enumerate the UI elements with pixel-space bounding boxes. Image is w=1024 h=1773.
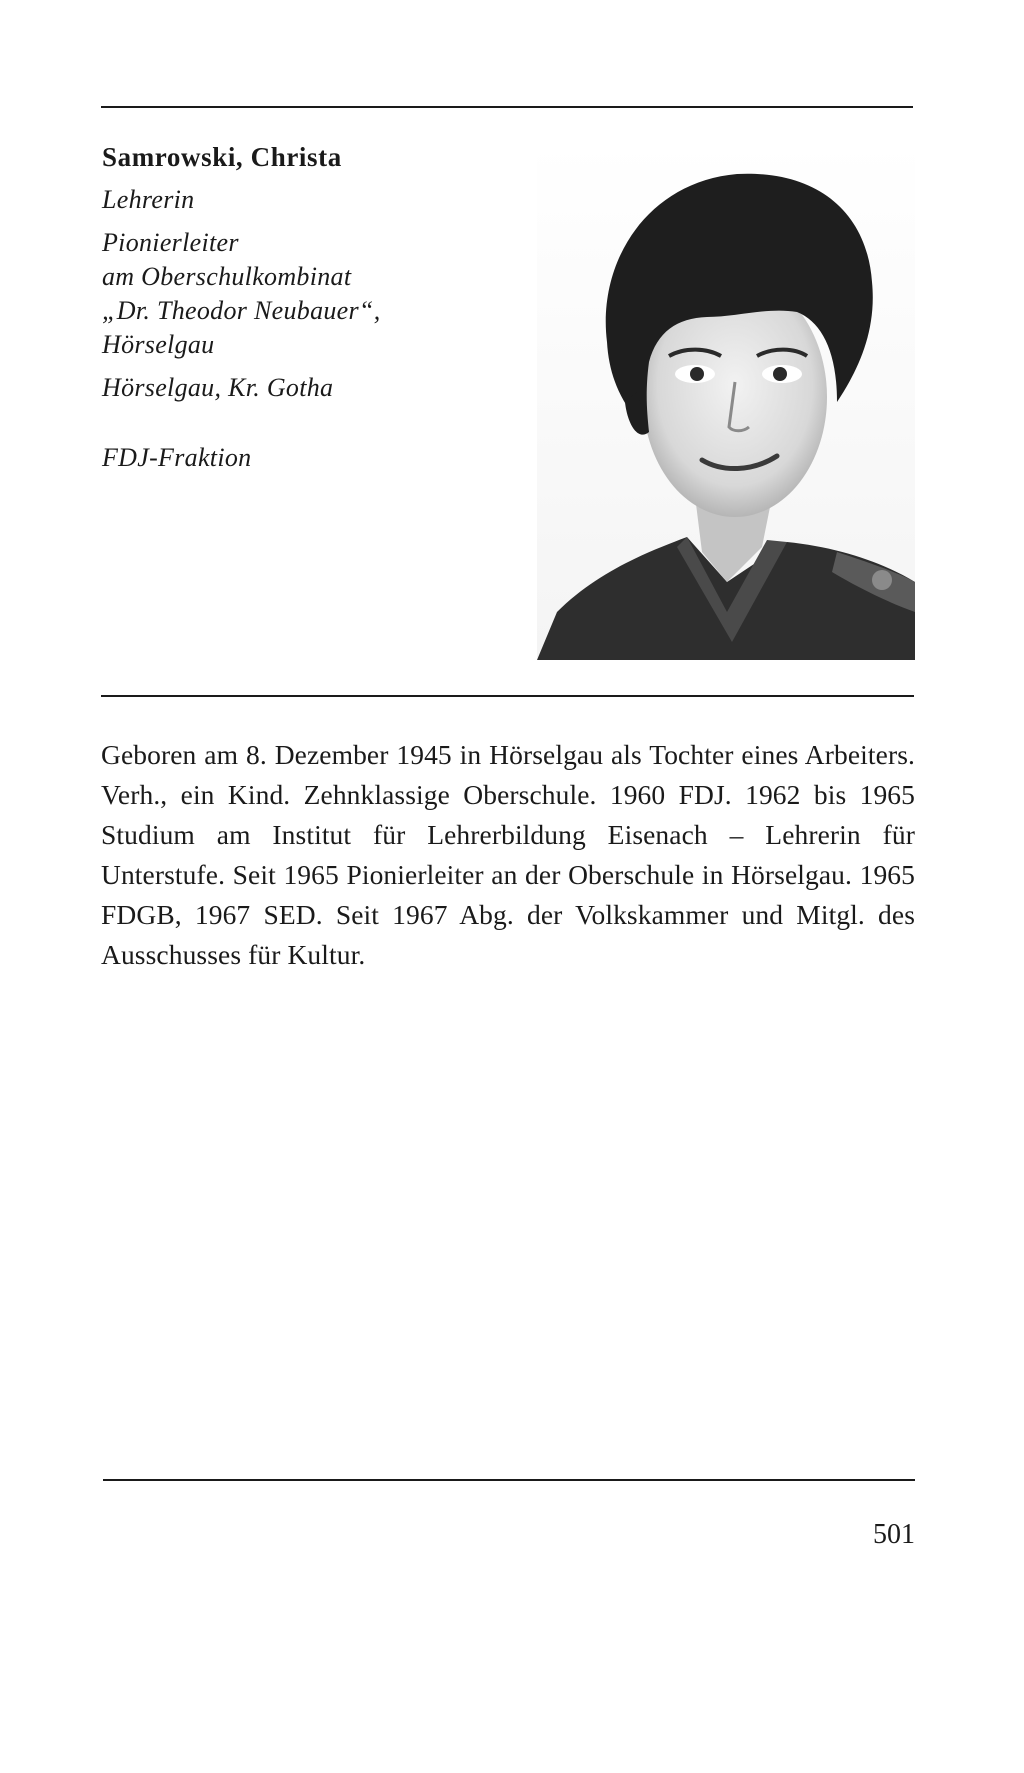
position-line: Hörselgau (102, 330, 215, 359)
page-number: 501 (873, 1519, 915, 1550)
entry-header (102, 140, 522, 475)
person-name: Samrowski, Christa (102, 142, 342, 172)
biography-text: Geboren am 8. Dezember 1945 in Hörselgau als Tochter eines Arbeiters. Verh., ein Kind. Zehnklassige Oberschule. 1960 FDJ. 1962 bis 1965 Studium am Institut für Lehrerbildung Eisenach – Lehrerin für Unterstufe. Seit 1965 Pionierleiter an der Oberschule in Hörselgau. 1965 FDGB, 1967 SED. Seit 1967 Abg. der Volkskammer und Mitgl. des Ausschusses für Kultur. (101, 739, 915, 970)
portrait-photo (537, 142, 915, 660)
position-line: am Oberschulkombinat (102, 262, 352, 291)
profession: Lehrerin (102, 185, 195, 214)
position-line: „Dr. Theodor Neubauer“, (102, 296, 381, 325)
faction: FDJ-Fraktion (102, 443, 252, 472)
residence: Hörselgau, Kr. Gotha (102, 373, 334, 402)
top-rule (101, 106, 913, 108)
bottom-rule (103, 1479, 915, 1481)
middle-rule (101, 695, 914, 697)
position-line: Pionierleiter (102, 228, 239, 257)
